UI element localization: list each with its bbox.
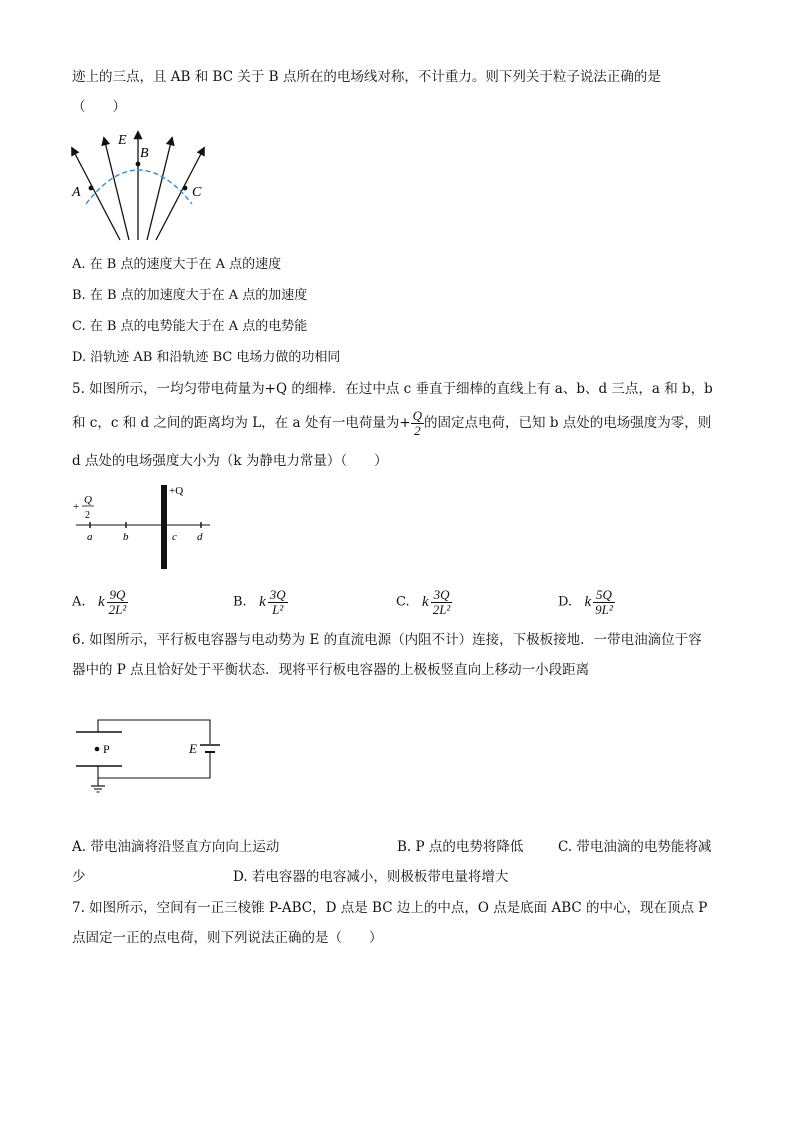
q5-line2-after: 的固定点电荷，已知 b 点处的电场强度为零，则 (424, 415, 712, 431)
q5-option-b[interactable]: B. k $\frac{3Q}{\text{L²}}$ (233, 586, 286, 617)
q5-option-d[interactable]: D. k $\frac{5Q}{\text{9L²}}$ (558, 586, 613, 617)
q7-stem-line2: 点固定一正的点电荷，则下列说法正确的是（ ） (72, 930, 383, 946)
label-b: B (140, 146, 149, 161)
point-a (89, 186, 94, 191)
label-a: A (72, 185, 81, 200)
q6-option-c-continued: 少 (72, 869, 86, 885)
charge-den: 2 (85, 510, 90, 521)
q6-option-a[interactable]: A. 带电油滴将沿竖直方向向上运动 (72, 839, 280, 855)
q5-option-a[interactable]: A. k $\frac{9Q}{\text{2L²}}$ (72, 586, 127, 617)
q4-option-a[interactable]: A. 在 B 点的速度大于在 A 点的速度 (72, 257, 282, 272)
q4-field-line-figure (62, 126, 222, 248)
charge-num: Q (84, 494, 92, 506)
label-d: d (197, 531, 203, 543)
q5-stem-line2 (72, 405, 711, 441)
label-e: E (189, 741, 197, 756)
field-line-4 (147, 138, 172, 240)
q5-option-c[interactable]: C. k $\frac{3Q}{\text{2L²}}$ (396, 586, 451, 617)
charged-rod (161, 485, 167, 569)
label-c: C (192, 185, 202, 200)
q5-rod-figure (70, 483, 220, 573)
q5-charge-fraction: $\frac{Q}{2}$ (412, 408, 423, 438)
q6-option-b[interactable]: B. P 点的电势将降低 (397, 839, 524, 855)
label-c: c (172, 531, 177, 543)
label-a: a (87, 531, 93, 543)
q5-stem-line1: 5. 如图所示，一均匀带电荷量为+Q 的细棒．在过中点 c 垂直于细棒的直线上有 a、b、d 三点，a 和 b，b (72, 381, 713, 397)
q6-stem-line1: 6. 如图所示，平行板电容器与电动势为 E 的直流电源（内阻不计）连接，下极板接地．一带电油滴位于容 (72, 632, 702, 648)
rod-label: +Q (169, 485, 184, 497)
oil-drop-point (95, 747, 100, 752)
q7-stem-line1: 7. 如图所示，空间有一正三棱锥 P-ABC，D 点是 BC 边上的中点，O 点是底面 ABC 的中心，现在顶点 P (72, 900, 708, 916)
q4-option-d[interactable]: D. 沿轨迹 AB 和沿轨迹 BC 电场力做的功相同 (72, 350, 341, 365)
particle-trajectory (86, 170, 192, 204)
q4-answer-paren: （ ） (72, 99, 126, 115)
point-c (183, 186, 188, 191)
q6-stem-line2: 器中的 P 点且恰好处于平衡状态．现将平行板电容器的上极板竖直向上移动一小段距离 (72, 662, 590, 678)
point-b (136, 162, 141, 167)
label-e: E (118, 133, 127, 148)
q6-capacitor-circuit-figure (70, 712, 220, 800)
label-b: b (123, 531, 129, 543)
q5-stem-line3: d 点处的电场强度大小为（k 为静电力常量）（ ） (72, 453, 388, 469)
q5-line2-before: 和 c，c 和 d 之间的距离均为 L，在 a 处有一电荷量为+ (72, 415, 411, 431)
charge-plus: + (73, 501, 80, 513)
field-line-2 (104, 138, 129, 240)
q6-option-c[interactable]: C. 带电油滴的电势能将减 (558, 839, 712, 855)
q4-option-b[interactable]: B. 在 B 点的加速度大于在 A 点的加速度 (72, 288, 308, 303)
label-p: P (103, 742, 110, 756)
q4-stem-line1: 迹上的三点，且 AB 和 BC 关于 B 点所在的电场线对称，不计重力。则下列关于粒子说法正确的是 (72, 69, 661, 85)
q6-option-d[interactable]: D. 若电容器的电容减小，则极板带电量将增大 (233, 869, 509, 885)
q4-option-c[interactable]: C. 在 B 点的电势能大于在 A 点的电势能 (72, 319, 308, 334)
